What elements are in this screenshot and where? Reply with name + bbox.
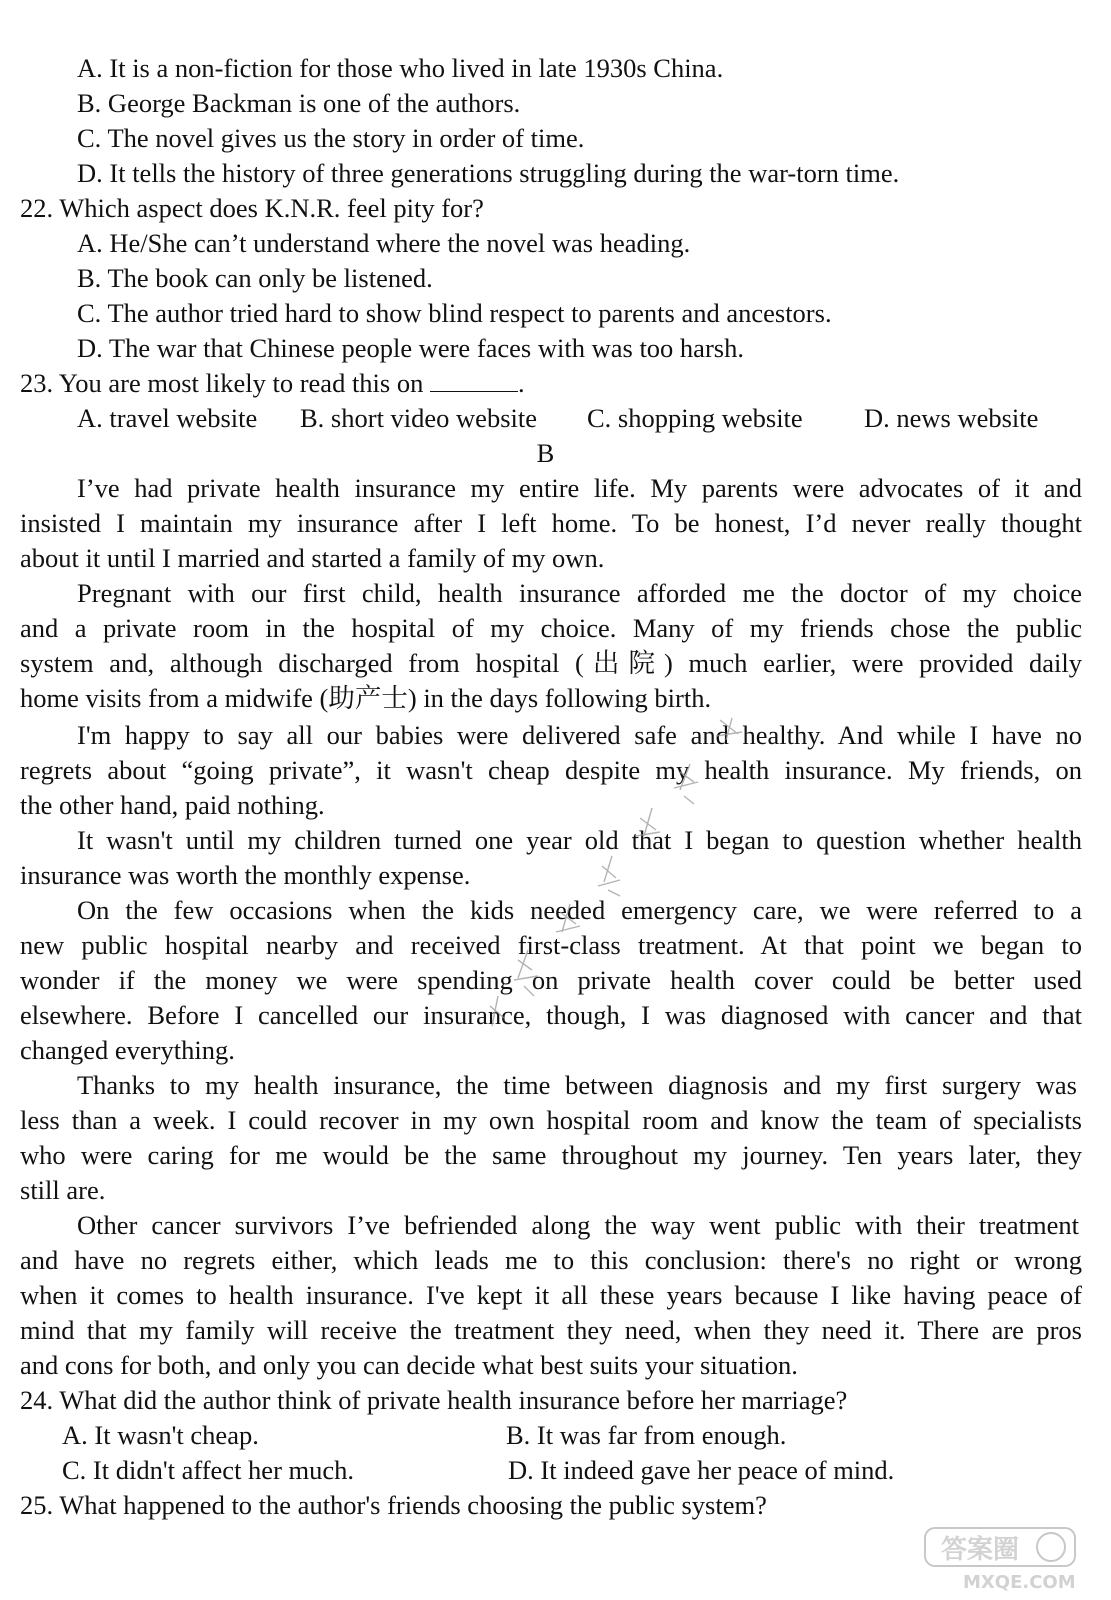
q24-option-b: B. It was far from enough. <box>506 1420 787 1450</box>
q25-stem: 25. What happened to the author's friends choosing the public system? <box>20 1490 767 1520</box>
q24-options-row-1 <box>0 1418 1111 1453</box>
passage-line: and cons for both, and only you can decide what best suits your situation. <box>20 1350 798 1380</box>
passage-line: mind that my family will receive the treatment they need, when they need it. There are pros <box>20 1315 1082 1345</box>
passage-line: I’ve had private health insurance my entire life. My parents were advocates of it and <box>77 473 1082 503</box>
logo-url: MXQE.COM <box>963 1572 1076 1593</box>
q24-option-a: A. It wasn't cheap. <box>62 1420 259 1450</box>
logo-text: 答案圈 <box>941 1535 1020 1565</box>
passage-line: Pregnant with our first child, health insurance afforded me the doctor of my choice <box>77 578 1082 608</box>
passage-line: wonder if the money we were spending on private health cover could be better used <box>20 965 1082 995</box>
passage-line: when it comes to health insurance. I've kept it all these years because I like having peace of <box>20 1280 1082 1310</box>
logo-icon <box>911 1524 1101 1594</box>
q24-option-d: D. It indeed gave her peace of mind. <box>508 1455 895 1485</box>
q24-option-c: C. It didn't affect her much. <box>62 1455 355 1485</box>
section-label: B <box>536 438 555 468</box>
q23-option-c: C. shopping website <box>587 403 803 433</box>
passage-line: still are. <box>20 1175 106 1205</box>
passage-line: It wasn't until my children turned one year old that I began to question whether health <box>77 825 1082 855</box>
passage-line: insisted I maintain my insurance after I left home. To be honest, I’d never really thought <box>20 508 1082 538</box>
q24-stem: 24. What did the author think of private health insurance before her marriage? <box>20 1385 848 1415</box>
q22-stem: 22. Which aspect does K.N.R. feel pity for? <box>20 193 484 223</box>
passage-line: elsewhere. Before I cancelled our insurance, though, I was diagnosed with cancer and that <box>20 1000 1082 1030</box>
passage-line: about it until I married and started a family of my own. <box>20 543 605 573</box>
q22-option-b: B. The book can only be listened. <box>77 263 433 293</box>
passage-line: regrets about “going private”, it wasn't cheap despite my health insurance. My friends, on <box>20 755 1082 785</box>
passage-line: less than a week. I could recover in my own hospital room and know the team of specialists <box>20 1105 1082 1135</box>
passage-line: the other hand, paid nothing. <box>20 790 325 820</box>
q23-option-d: D. news website <box>864 403 1039 433</box>
q23-options-row <box>0 401 1111 436</box>
q22-option-a: A. He/She can’t understand where the novel was heading. <box>77 228 691 258</box>
q23-option-a: A. travel website <box>77 403 258 433</box>
q23-option-b: B. short video website <box>300 403 537 433</box>
q22-option-c: C. The author tried hard to show blind respect to parents and ancestors. <box>77 298 832 328</box>
q21-option-c: C. The novel gives us the story in order of time. <box>77 123 585 153</box>
q22-option-d: D. The war that Chinese people were faces with was too harsh. <box>77 333 744 363</box>
passage-line: who were caring for me would be the same throughout my journey. Ten years later, they <box>20 1140 1082 1170</box>
q23-stem-end: . <box>518 368 525 398</box>
q23-stem-text: 23. You are most likely to read this on <box>20 368 430 398</box>
passage-line: Other cancer survivors I’ve befriended along the way went public with their treatment <box>77 1210 1079 1240</box>
passage-line: home visits from a midwife (助产士) in the days following birth. <box>20 683 712 713</box>
q23-stem <box>0 366 1111 401</box>
answer-blank <box>430 367 518 392</box>
q21-option-a: A. It is a non-fiction for those who lived in late 1930s China. <box>77 53 724 83</box>
q21-option-b: B. George Backman is one of the authors. <box>77 88 521 118</box>
passage-line: and a private room in the hospital of my choice. Many of my friends chose the public <box>20 613 1082 643</box>
passage-line: new public hospital nearby and received first-class treatment. At that point we began to <box>20 930 1082 960</box>
passage-line: I'm happy to say all our babies were delivered safe and healthy. And while I have no <box>77 720 1082 750</box>
passage-line: changed everything. <box>20 1035 235 1065</box>
passage-line: system and, although discharged from hospital (出院) much earlier, were provided daily <box>20 648 1082 678</box>
q24-options-row-2 <box>0 1453 1111 1488</box>
passage-line: On the few occasions when the kids needed emergency care, we were referred to a <box>77 895 1082 925</box>
passage-line: insurance was worth the monthly expense. <box>20 860 471 890</box>
q21-option-d: D. It tells the history of three generations struggling during the war-torn time. <box>77 158 900 188</box>
passage-line: and have no regrets either, which leads me to this conclusion: there's no right or wrong <box>20 1245 1082 1275</box>
passage-line: Thanks to my health insurance, the time between diagnosis and my first surgery was <box>77 1070 1077 1100</box>
site-logo-watermark <box>911 1524 1101 1594</box>
